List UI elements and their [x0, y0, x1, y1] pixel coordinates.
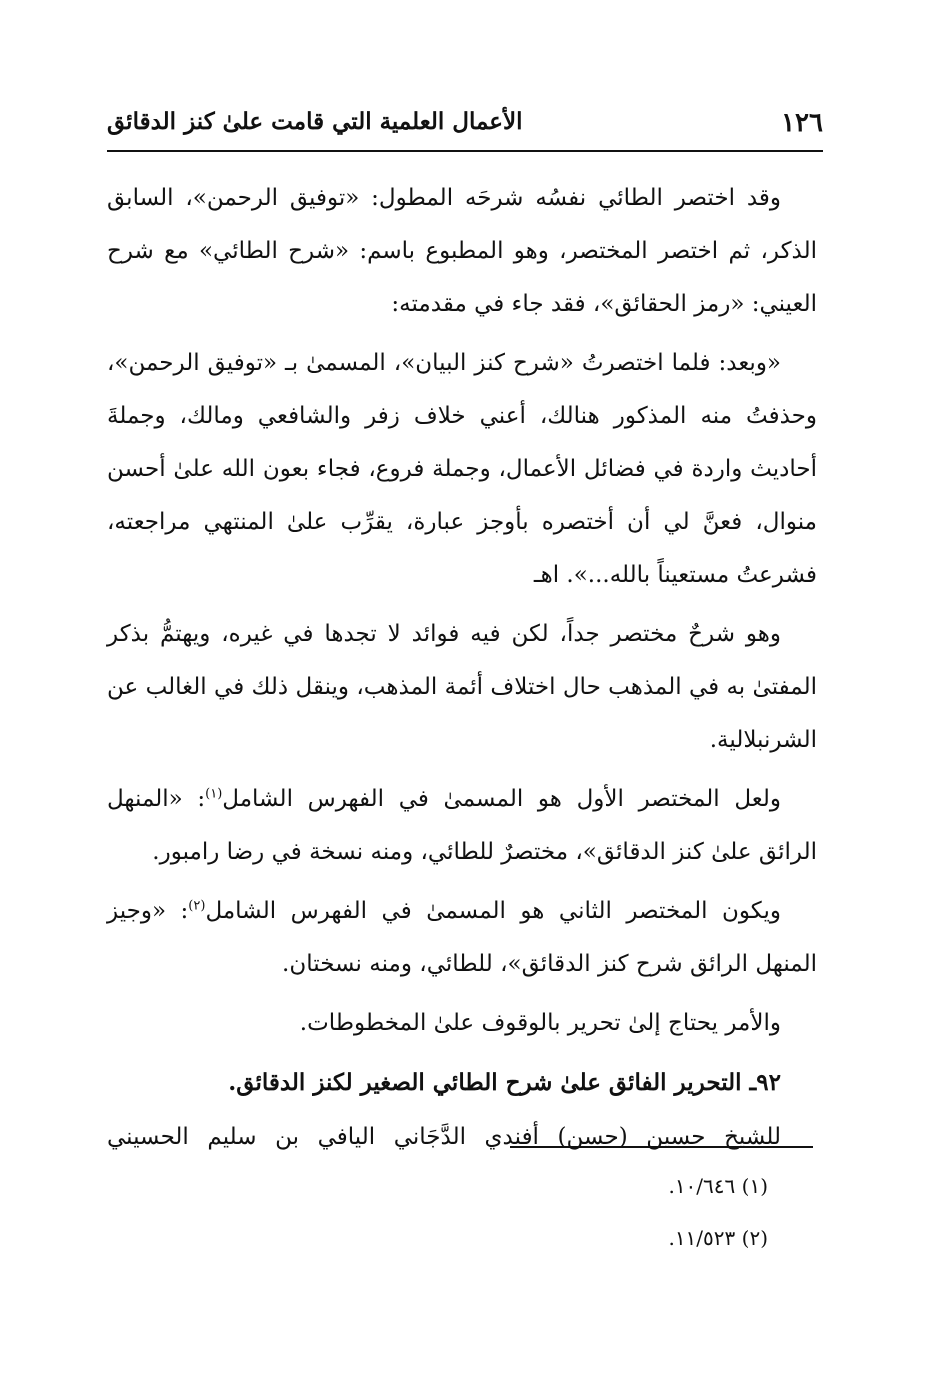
author-line: للشيخ حسين (حسن) أفندي الدَّجَاني اليافي بن سليم الحسيني — [107, 1124, 781, 1150]
paragraph-text: : «المنهل الرائق علىٰ كنز الدقائق»، مختصرٌ للطائي، ومنه نسخة في رضا رامبور. — [107, 786, 817, 865]
footnote-ref-2: (٢) — [188, 898, 206, 914]
paragraph-text: : «وجيز المنهل الرائق شرح كنز الدقائق»، للطائي، ومنه نسختان. — [107, 898, 817, 977]
running-title: الأعمال العلمية التي قامت علىٰ كنز الدقائق — [107, 108, 523, 135]
paragraph: وقد اختصر الطائي نفسُه شرحَه المطول: «توفيق الرحمن»، السابق الذكر، ثم اختصر المختصر، وهو المطبوع باسم: «شرح الطائي» مع شرح العيني: «رمز الحقائق»، فقد جاء في مقدمته: — [107, 185, 817, 317]
section-heading: ٩٢ـ التحرير الفائق علىٰ شرح الطائي الصغير لكنز الدقائق. — [228, 1069, 781, 1096]
paragraph: وهو شرحٌ مختصر جداً، لكن فيه فوائد لا تجدها في غيره، ويهتمُّ بذكر المفتىٰ به في المذهب حال اختلاف أئمة المذهب، وينقل ذلك في الغالب عن الشرنبلالية. — [107, 621, 817, 753]
paragraph: والأمر يحتاج إلىٰ تحرير بالوقوف علىٰ المخطوطات. — [299, 1010, 781, 1036]
footnote-2: (٢) ١١/٥٢٣. — [668, 1226, 768, 1250]
page-number: ١٢٦ — [781, 108, 823, 138]
page-header — [107, 100, 823, 148]
paragraph-text: ولعل المختصر الأول هو المسمىٰ في الفهرس الشامل — [222, 786, 781, 812]
footnote-rule — [510, 1146, 813, 1148]
footnotes — [500, 1160, 768, 1264]
header-rule — [107, 150, 823, 152]
paragraph-text: ويكون المختصر الثاني هو المسمىٰ في الفهرس الشامل — [205, 898, 781, 924]
footnote-ref-1: (١) — [205, 786, 223, 802]
paragraph-with-footnote-2 — [107, 885, 817, 991]
quoted-paragraph: «وبعد: فلما اختصرتُ «شرح كنز البيان»، المسمىٰ بـ «توفيق الرحمن»، وحذفتُ منه المذكور هنالك، أعني خلاف زفر والشافعي ومالك، وجملةَ أحاديث واردة في فضائل الأعمال، وجملة فروع، فجاء بعون الله علىٰ أحسن منوال، فعنَّ لي أن أختصره بأوجز عبارة، يقرِّب علىٰ المنتهي مراجعته، فشرعتُ مستعيناً بالله...». اهـ — [107, 350, 817, 588]
paragraph-with-footnote-1 — [107, 773, 817, 879]
body-text — [107, 172, 817, 1170]
footnote-1: (١) ١٠/٦٤٦. — [668, 1174, 768, 1198]
